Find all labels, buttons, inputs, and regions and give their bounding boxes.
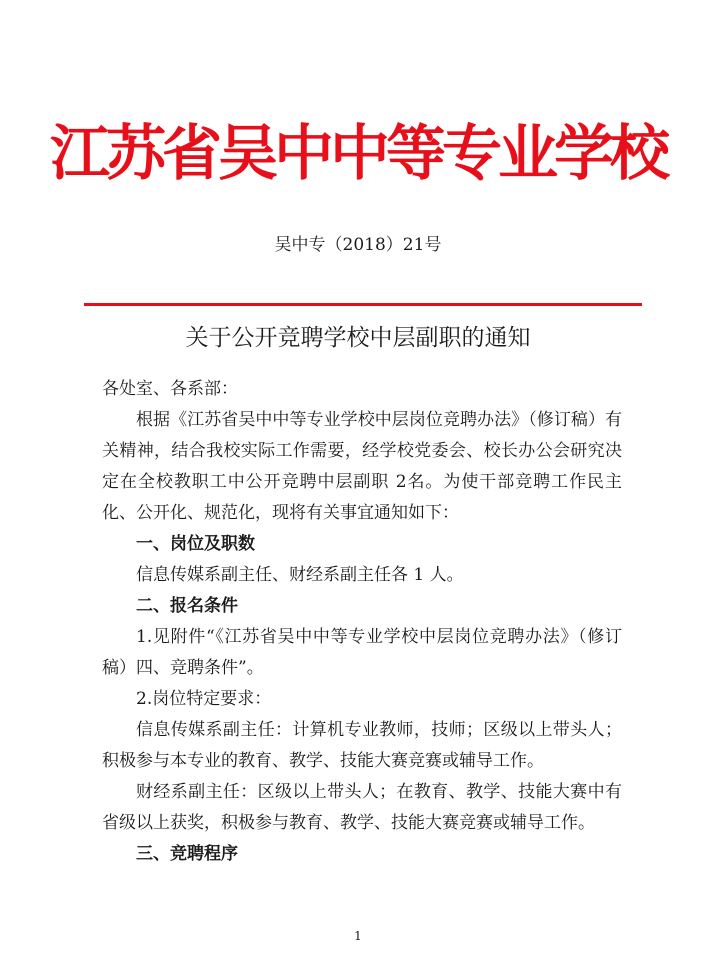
info-media-requirement: 信息传媒系副主任：计算机专业教师，技师；区级以上带头人；积极参与本专业的教育、教学、技能大赛竞赛或辅导工作。 — [102, 720, 622, 771]
finance-requirement: 财经系副主任：区级以上带头人；在教育、教学、技能大赛中有省级以上获奖，积极参与教育、教学、技能大赛竞赛或辅导工作。 — [102, 782, 622, 833]
section-heading-procedure: 三、竞聘程序 — [136, 844, 238, 864]
section-heading-requirements: 二、报名条件 — [136, 596, 238, 616]
notice-body — [102, 374, 622, 870]
intro-paragraph: 根据《江苏省吴中中等专业学校中层岗位竞聘办法》（修订稿）有关精神，结合我校实际工作需要，经学校党委会、校长办公会研究决定在全校教职工中公开竞聘中层副职 2名。为使干部竞聘工作民主化、公开化、规范化，现将有关事宜通知如下： — [102, 410, 622, 523]
document-number: 吴中专（2018）21号 — [274, 235, 442, 255]
page-number: 1 — [354, 929, 362, 943]
red-divider — [84, 303, 642, 306]
requirement-item-2: 2.岗位特定要求： — [136, 689, 272, 709]
requirement-item-1: 1.见附件“《江苏省吴中中等专业学校中层岗位竞聘办法》（修订稿）四、竞聘条件”。 — [102, 627, 622, 678]
notice-title: 关于公开竞聘学校中层副职的通知 — [185, 325, 531, 351]
positions-paragraph: 信息传媒系副主任、财经系副主任各 1 人。 — [136, 565, 464, 585]
salutation: 各处室、各系部： — [102, 379, 238, 399]
section-heading-positions: 一、岗位及职数 — [136, 534, 255, 554]
masthead-title: 江苏省吴中中等专业学校 — [50, 119, 666, 189]
